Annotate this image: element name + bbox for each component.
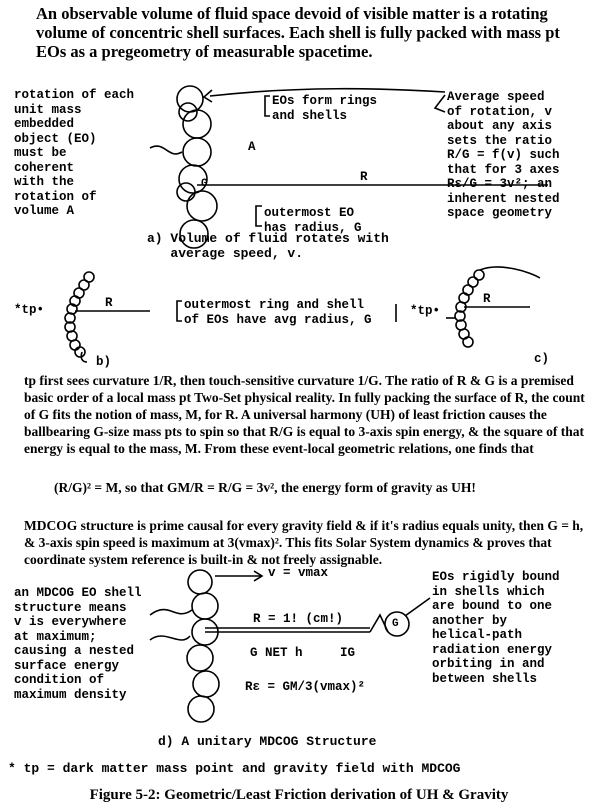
r-label-c: R (483, 292, 491, 306)
r-epsilon-formula: Rε = GM/3(vmax)² (245, 680, 366, 694)
label-b: b) (96, 355, 112, 369)
rotation-note: rotation of each unit mass embedded object (EO) must be coherent with the rotation of volume A (14, 88, 135, 218)
caption-d: d) A unitary MDCOG Structure (158, 734, 377, 749)
volume-a-label: A (248, 140, 256, 154)
left-note-pointer-a (150, 146, 182, 154)
eo-arc-b (65, 272, 94, 357)
r-unity-label: R = 1! (cm!) (253, 612, 344, 626)
label-c: c) (534, 352, 550, 366)
eo-arc-c (455, 270, 484, 347)
eo-circle-stack-a (177, 86, 217, 248)
eo-circle-stack-d (187, 570, 219, 722)
tp-label-c: *tp• (410, 304, 441, 318)
outermost-ring-note: outermost ring and shell of EOs have avg radius, G (184, 298, 372, 327)
v-max-label: v = vmax (268, 566, 329, 580)
gravity-energy-formula: (R/G)² = M, so that GM/R = R/G = 3v², the energy form of gravity as UH! (54, 480, 476, 495)
tp-label-b: *tp• (14, 303, 45, 317)
tp-footnote: * tp = dark matter mass point and gravity field with MDCOG (8, 761, 461, 776)
ig-label: IG (340, 646, 356, 660)
eos-bound-note: EOs rigidly bound in shells which are bound to one another by helical-path radiation energy orbiting in and between shells (432, 570, 560, 686)
outermost-eo-note: outermost EO has radius, G (264, 206, 362, 235)
g-label-a: G (201, 178, 208, 190)
mdcog-shell-note: an MDCOG EO shell structure means v is everywhere at maximum; causing a nested surface energy condition of maximum density (14, 586, 142, 702)
figure-heading: An observable volume of fluid space devoid of visible matter is a rotating volume of concentric shell surfaces. Each shell is fully packed with mass pt EOs as a pregeometry of measurable spacetime. (36, 4, 560, 61)
eo-rings-note: EOs form rings and shells (272, 94, 378, 123)
explanation-paragraph: tp first sees curvature 1/R, then touch-sensitive curvature 1/G. The ratio of R & G is a premised basic order of a local mass pt Two-Set physical reality. In fully packing the surface of R, the count of G fits the notion of mass, M, for R. A universal harmony (UH) of least friction causes the ballbearing G-size mass pts to spin so that R/G is equal to 3-axis spin energy, & the square of that energy is equal to the mass, M. From these event-local geometric relations, one finds that (24, 373, 585, 456)
caption-a: a) Volume of fluid rotates with average speed, v. (147, 231, 389, 261)
r-label-b: R (105, 296, 113, 310)
mdcog-paragraph: MDCOG structure is prime causal for every gravity field & if it's radius equals unity, then G = h, & 3-axis spin speed is maximum at 3(vmax)². This fits Solar System dynamics & proves that coordinate system reference is built-in & not freely assignable. (24, 518, 584, 567)
g-net-h-label: G NET h (250, 646, 303, 660)
r-label-a: R (360, 170, 368, 184)
g-circle-label: G (392, 618, 399, 630)
average-speed-note: Average speed of rotation, v about any axis sets the ratio R/G = f(v) such that for 3 axes Rε/G = 3v²; an inherent nested space geometry (447, 90, 560, 220)
figure-caption: Figure 5-2: Geometric/Least Friction derivation of UH & Gravity (89, 787, 509, 803)
